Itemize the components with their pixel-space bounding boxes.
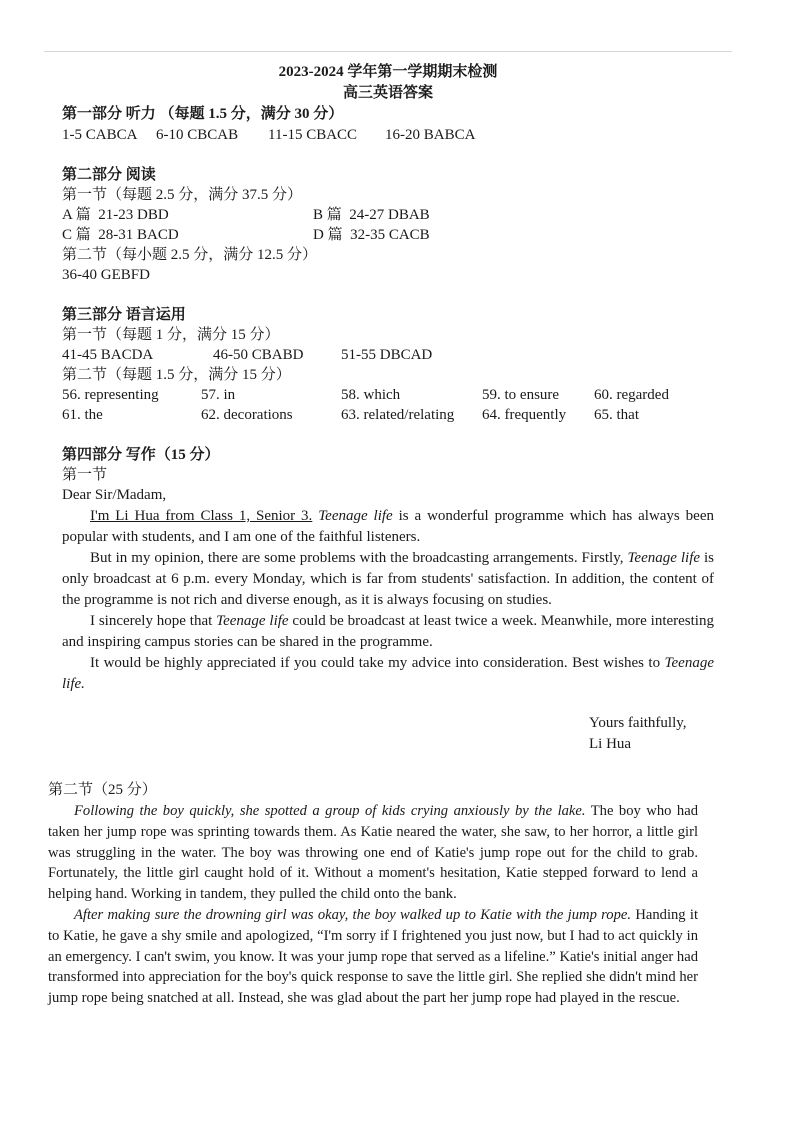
passage-d: D 篇 32-35 CACB [313,227,430,243]
answer-group: 11-15 CBACC [268,127,358,143]
fill-answer: 57. in [201,387,236,403]
fill-answer: 63. related/relating [341,407,455,423]
part2-section1-heading: 第一节（每题 2.5 分，满分 37.5 分） [62,187,303,203]
answer-group: 41-45 BACDA [62,347,154,363]
story-body [48,801,698,1009]
fill-answer: 62. decorations [201,407,293,423]
page-subtitle: 高三英语答案 [342,85,433,101]
fill-answer: 58. which [341,387,401,403]
letter-body [62,506,714,695]
letter-signature: Li Hua [589,736,632,752]
letter-greeting: Dear Sir/Madam, [62,487,167,503]
fill-answer: 56. representing [62,387,159,403]
part4-heading: 第四部分 写作（15 分） [62,447,220,463]
answer-group: 1-5 CABCA [62,127,138,143]
letter-paragraph: I'm Li Hua from Class 1, Senior 3. Teenage life is a wonderful programme which has always been popular with students, and I am one of the faithful listeners. [62,508,714,545]
story-paragraph: Following the boy quickly, she spotted a group of kids crying anxiously by the lake. The boy who had taken her jump rope was sprinting towards them. As Katie neared the water, she saw, to her horror, a little girl was struggling in the water. The boy was throwing one end of Katie's jump rope out for the child to grab. Fortunately, the little girl caught hold of it. Without a moment's hesitation, Katie stepped forward to lend a helping hand. Working in tandem, they pulled the child onto the bank. [48,803,698,903]
fill-answer: 64. frequently [482,407,567,423]
part3-section2-heading: 第二节（每题 1.5 分，满分 15 分） [62,367,291,383]
letter-closing: Yours faithfully, [589,715,687,731]
answer-group: 6-10 CBCAB [156,127,239,143]
letter-paragraph: It would be highly appreciated if you could take my advice into consideration. Best wishes to Teenage life. [62,655,714,692]
fill-answer: 60. regarded [594,387,669,403]
part1-heading: 第一部分 听力 （每题 1.5 分，满分 30 分） [62,106,344,122]
page-title: 2023-2024 学年第一学期期末检测 [278,64,498,80]
fill-answer: 59. to ensure [482,387,560,403]
answer-group: 46-50 CBABD [213,347,304,363]
passage-c: C 篇 28-31 BACD [62,227,179,243]
part3-heading: 第三部分 语言运用 [62,307,186,323]
passage-a: A 篇 21-23 DBD [62,207,169,223]
part2-section2-heading: 第二节（每小题 2.5 分，满分 12.5 分） [62,247,318,263]
letter-paragraph: I sincerely hope that Teenage life could be broadcast at least twice a week. Meanwhile, more interesting and inspiring campus stories can be shared in the programme. [62,613,714,650]
part4-section2-heading: 第二节（25 分） [48,782,157,798]
part2-heading: 第二部分 阅读 [62,167,156,183]
letter-paragraph: But in my opinion, there are some problems with the broadcasting arrangements. Firstly, Teenage life is only broadcast at 6 p.m. every Monday, which is far from students' satisfaction. In addition, the content of the programme is not rich and diverse enough, as it is always focusing on studies. [62,550,714,608]
part4-section1-heading: 第一节 [62,467,108,483]
passage-b: B 篇 24-27 DBAB [313,207,430,223]
fill-answer: 65. that [594,407,639,423]
fill-answer: 61. the [62,407,103,423]
answer-group: 51-55 DBCAD [341,347,433,363]
part3-section1-heading: 第一节（每题 1 分，满分 15 分） [62,327,280,343]
part2-section2-answer: 36-40 GEBFD [62,267,150,283]
answer-group: 16-20 BABCA [385,127,476,143]
top-divider [44,51,732,52]
story-paragraph: After making sure the drowning girl was okay, the boy walked up to Katie with the jump rope. Handing it to Katie, he gave a shy smile and apologized, “I'm sorry if I frightened you just now, but I had to act quickly in an emergency. I can't swim, you know. It was your jump rope that served as a lifeline.” Katie's initial anger had transformed into appreciation for the boy's quick response to save the little girl. She replied she didn't mind her jump rope being snatched at all. Instead, she was glad about the part her jump rope had played in the rescue. [48,906,698,1007]
